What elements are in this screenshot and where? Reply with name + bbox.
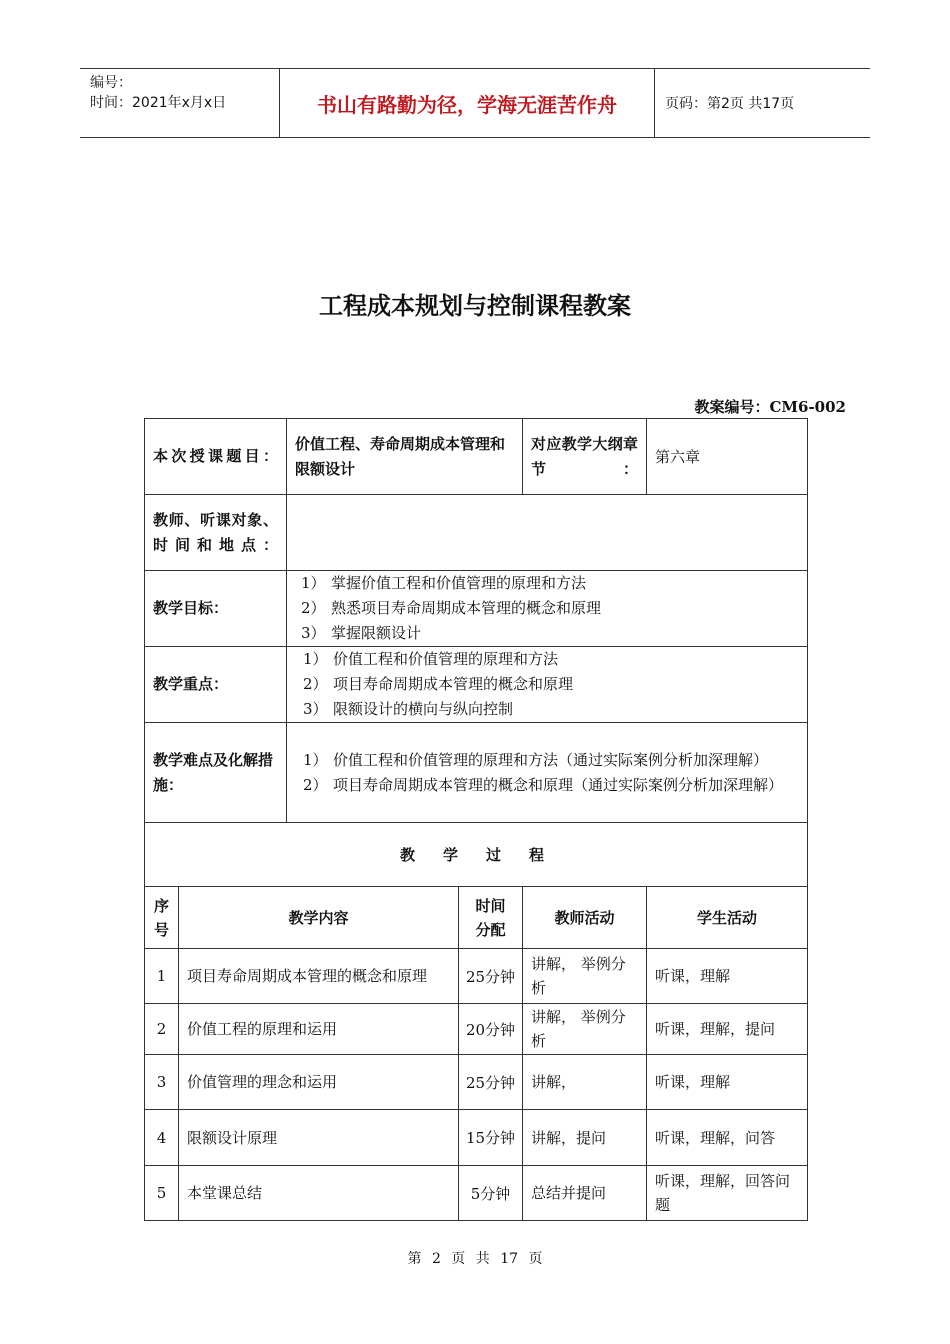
focus-item: 3） 限额设计的横向与纵向控制 <box>303 700 514 718</box>
difficulty-item: 2） 项目寿命周期成本管理的概念和原理（通过实际案例分析加深理解） <box>303 775 784 794</box>
row-student: 听课，理解，回答问题 <box>647 1166 808 1221</box>
page-footer: 第 2 页 共 17 页 <box>407 1251 543 1267</box>
number-label: 编号： <box>90 75 132 91</box>
row-time: 25分钟 <box>459 1055 523 1110</box>
row-student: 听课，理解 <box>647 1055 808 1110</box>
header-meta <box>80 69 280 137</box>
row-content: 本堂课总结 <box>179 1166 459 1221</box>
col-header-student: 学生活动 <box>647 887 808 949</box>
row-number: 3 <box>145 1055 179 1110</box>
focus-item: 2） 项目寿命周期成本管理的概念和原理 <box>303 675 574 693</box>
goals-label: 教学目标： <box>145 571 287 647</box>
col-header-teacher: 教师活动 <box>523 887 647 949</box>
topic-value: 价值工程、寿命周期成本管理和限额设计 <box>287 419 523 495</box>
topic-row <box>145 419 808 495</box>
teacher-row <box>145 495 808 571</box>
focus-label: 教学重点： <box>145 647 287 723</box>
difficulty-item: 1） 价值工程和价值管理的原理和方法（通过实际案例分析加深理解） <box>303 750 769 769</box>
chapter-value: 第六章 <box>647 419 808 495</box>
row-teacher: 讲解， 举例分析 <box>523 1004 647 1055</box>
row-number: 1 <box>145 949 179 1004</box>
plan-number: 教案编号：CM6-002 <box>694 398 846 416</box>
row-student: 听课，理解，提问 <box>647 1004 808 1055</box>
row-teacher: 讲解，提问 <box>523 1110 647 1166</box>
process-title-row <box>145 823 808 887</box>
difficulty-label: 教学难点及化解措施： <box>145 723 287 823</box>
topic-label: 本次授课题目： <box>145 419 287 495</box>
focus-row <box>145 647 808 723</box>
row-time: 15分钟 <box>459 1110 523 1166</box>
teacher-value <box>287 495 808 571</box>
table-row <box>145 1004 808 1055</box>
col-header-time: 时间分配 <box>459 887 523 949</box>
row-number: 5 <box>145 1166 179 1221</box>
header-page-info: 页码：第2页 共17页 <box>665 96 795 112</box>
goal-item: 3） 掌握限额设计 <box>301 624 422 642</box>
col-header-content: 教学内容 <box>179 887 459 949</box>
time-label: 时间：2021年x月x日 <box>90 95 227 111</box>
table-row <box>145 949 808 1004</box>
focus-item: 1） 价值工程和价值管理的原理和方法 <box>303 650 559 668</box>
page-header <box>80 68 870 138</box>
row-time: 20分钟 <box>459 1004 523 1055</box>
row-content: 限额设计原理 <box>179 1110 459 1166</box>
row-time: 25分钟 <box>459 949 523 1004</box>
col-header-no: 序号 <box>145 887 179 949</box>
chapter-label: 对应教学大纲章节： <box>523 419 647 495</box>
row-content: 项目寿命周期成本管理的概念和原理 <box>179 949 459 1004</box>
row-teacher: 讲解， <box>523 1055 647 1110</box>
goal-item: 2） 熟悉项目寿命周期成本管理的概念和原理 <box>301 599 602 617</box>
goals-row <box>145 571 808 647</box>
row-time: 5分钟 <box>459 1166 523 1221</box>
row-student: 听课，理解 <box>647 949 808 1004</box>
table-row <box>145 1055 808 1110</box>
lesson-plan-table <box>144 418 808 1221</box>
row-student: 听课，理解，问答 <box>647 1110 808 1166</box>
row-content: 价值管理的理念和运用 <box>179 1055 459 1110</box>
goals-list <box>287 571 808 647</box>
process-header-row <box>145 887 808 949</box>
row-teacher: 讲解， 举例分析 <box>523 949 647 1004</box>
row-number: 2 <box>145 1004 179 1055</box>
header-motto: 书山有路勤为径，学海无涯苦作舟 <box>280 69 655 137</box>
difficulty-list <box>287 723 808 823</box>
process-title: 教学过程 <box>145 823 808 887</box>
table-row <box>145 1110 808 1166</box>
teacher-label: 教师、听课对象、时间和地点： <box>145 495 287 571</box>
row-content: 价值工程的原理和运用 <box>179 1004 459 1055</box>
table-row <box>145 1166 808 1221</box>
row-number: 4 <box>145 1110 179 1166</box>
document-title: 工程成本规划与控制课程教案 <box>319 292 631 320</box>
difficulty-row <box>145 723 808 823</box>
focus-list <box>287 647 808 723</box>
row-teacher: 总结并提问 <box>523 1166 647 1221</box>
goal-item: 1） 掌握价值工程和价值管理的原理和方法 <box>301 574 587 592</box>
